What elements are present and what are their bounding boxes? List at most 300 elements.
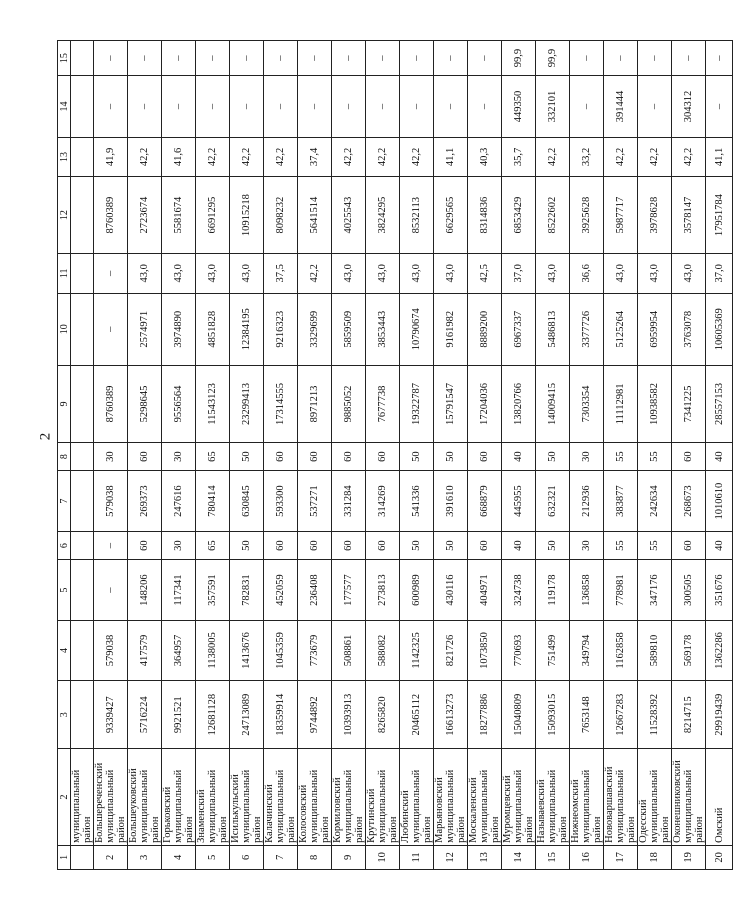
table-cell: 42,2 xyxy=(366,137,400,177)
table-cell: 60 xyxy=(366,531,400,560)
table-cell: 1138005 xyxy=(196,620,230,680)
table-cell: – xyxy=(298,76,332,137)
table-cell: – xyxy=(162,76,196,137)
table-cell: 60 xyxy=(468,531,502,560)
table-cell: 6967337 xyxy=(502,293,536,365)
table-cell: 770693 xyxy=(502,620,536,680)
table-row xyxy=(366,41,400,870)
table-cell: 3377726 xyxy=(570,293,604,365)
table-cell: – xyxy=(94,560,128,620)
table-cell: 349794 xyxy=(570,620,604,680)
table-cell: 30 xyxy=(570,442,604,471)
table-cell: 9556564 xyxy=(162,366,196,443)
table-row xyxy=(502,41,536,870)
column-number-header xyxy=(58,41,71,870)
column-header: 2 xyxy=(58,749,71,846)
table-cell: 3329699 xyxy=(298,293,332,365)
table-cell: 7303354 xyxy=(570,366,604,443)
row-name: Колосовский муниципальный район xyxy=(298,749,332,846)
table-cell: 452059 xyxy=(264,560,298,620)
table-cell: 15093015 xyxy=(536,681,570,749)
table-cell: 782831 xyxy=(230,560,264,620)
table-cell: 391610 xyxy=(434,471,468,531)
table-cell: 43,0 xyxy=(434,254,468,294)
table-cell: 821726 xyxy=(434,620,468,680)
table-cell: 30 xyxy=(162,442,196,471)
table-cell: 30 xyxy=(570,531,604,560)
table-cell: – xyxy=(332,76,366,137)
table-cell: 4851828 xyxy=(196,293,230,365)
table-cell: 42,2 xyxy=(672,137,706,177)
table-cell: 364957 xyxy=(162,620,196,680)
table-cell: 751499 xyxy=(536,620,570,680)
table-cell: 50 xyxy=(400,442,434,471)
table-row xyxy=(162,41,196,870)
table-cell: 10605369 xyxy=(706,293,733,365)
row-name: Называевский муниципальный район xyxy=(536,749,570,846)
table-cell: – xyxy=(638,76,672,137)
table-cell: 43,0 xyxy=(128,254,162,294)
table-cell: – xyxy=(230,41,264,76)
table-cell: – xyxy=(366,41,400,76)
table-cell: – xyxy=(162,41,196,76)
table-cell: 43,0 xyxy=(230,254,264,294)
table-cell: 60 xyxy=(264,531,298,560)
column-header: 6 xyxy=(58,531,71,560)
table-cell: – xyxy=(468,76,502,137)
table-cell: 5859509 xyxy=(332,293,366,365)
column-header: 11 xyxy=(58,254,71,294)
table-cell: 5641514 xyxy=(298,177,332,254)
table-cell: 14009415 xyxy=(536,366,570,443)
table-cell: 331284 xyxy=(332,471,366,531)
table-cell: 1362286 xyxy=(706,620,733,680)
table-cell: 10393913 xyxy=(332,681,366,749)
table-cell: – xyxy=(604,41,638,76)
table-cell: 1010610 xyxy=(706,471,733,531)
table-cell: 60 xyxy=(468,442,502,471)
table-cell: 41,1 xyxy=(434,137,468,177)
table-cell: – xyxy=(128,41,162,76)
table-cell: 60 xyxy=(128,442,162,471)
table-cell: 332101 xyxy=(536,76,570,137)
table-cell: 40 xyxy=(502,442,536,471)
table-cell: 50 xyxy=(400,531,434,560)
table-row xyxy=(434,41,468,870)
table-cell: 43,0 xyxy=(332,254,366,294)
table-row xyxy=(706,41,733,870)
table-cell: 593300 xyxy=(264,471,298,531)
table-cell: – xyxy=(230,76,264,137)
table-cell: 60 xyxy=(332,531,366,560)
table-cell: 43,0 xyxy=(196,254,230,294)
table-cell: 11112981 xyxy=(604,366,638,443)
table-cell: 42,2 xyxy=(332,137,366,177)
table-cell: 9744892 xyxy=(298,681,332,749)
table-cell: 391444 xyxy=(604,76,638,137)
column-header: 12 xyxy=(58,177,71,254)
table-cell: 60 xyxy=(264,442,298,471)
table-cell: 42,2 xyxy=(298,254,332,294)
table-cell: 449350 xyxy=(502,76,536,137)
table-cell: 4025543 xyxy=(332,177,366,254)
table-row xyxy=(400,41,434,870)
table-cell: 541336 xyxy=(400,471,434,531)
table-cell: 43,0 xyxy=(366,254,400,294)
row-name: Крутинский муниципальный район xyxy=(366,749,400,846)
table-cell: 55 xyxy=(638,531,672,560)
table-cell: – xyxy=(94,76,128,137)
table-cell: 3824295 xyxy=(366,177,400,254)
table-row xyxy=(196,41,230,870)
table-row xyxy=(536,41,570,870)
table-row xyxy=(298,41,332,870)
table-cell: 13820766 xyxy=(502,366,536,443)
table-cell: 6629565 xyxy=(434,177,468,254)
table-cell: 668879 xyxy=(468,471,502,531)
table-cell: 33,2 xyxy=(570,137,604,177)
column-header: 9 xyxy=(58,366,71,443)
table-cell: 778981 xyxy=(604,560,638,620)
table-row xyxy=(604,41,638,870)
table-cell: 19322787 xyxy=(400,366,434,443)
table-cell: 3578147 xyxy=(672,177,706,254)
table-cell: 37,4 xyxy=(298,137,332,177)
table-cell: – xyxy=(434,76,468,137)
table-cell: – xyxy=(400,41,434,76)
table-cell: 2723674 xyxy=(128,177,162,254)
table-cell: – xyxy=(468,41,502,76)
table-cell: – xyxy=(638,41,672,76)
table-cell: 7653148 xyxy=(570,681,604,749)
table-cell: 8098232 xyxy=(264,177,298,254)
table-cell: – xyxy=(400,76,434,137)
row-number: 9 xyxy=(332,845,366,869)
table-cell: 37,0 xyxy=(502,254,536,294)
table-cell: 42,2 xyxy=(196,137,230,177)
row-name: Москаленский муниципальный район xyxy=(468,749,502,846)
row-number: 10 xyxy=(366,845,400,869)
table-cell: 17314555 xyxy=(264,366,298,443)
table-cell: – xyxy=(94,293,128,365)
table-cell: 269373 xyxy=(128,471,162,531)
table-cell: 119178 xyxy=(536,560,570,620)
table-cell: 60 xyxy=(672,531,706,560)
table-cell: 445955 xyxy=(502,471,536,531)
table-cell: 43,0 xyxy=(672,254,706,294)
table-row xyxy=(570,41,604,870)
table-cell: – xyxy=(672,41,706,76)
table-cell: 8971213 xyxy=(298,366,332,443)
table-cell: 11543123 xyxy=(196,366,230,443)
table-cell: 6959954 xyxy=(638,293,672,365)
table-cell: – xyxy=(264,76,298,137)
column-header: 14 xyxy=(58,76,71,137)
table-cell: 273813 xyxy=(366,560,400,620)
table-cell: 65 xyxy=(196,531,230,560)
table-cell: 42,2 xyxy=(604,137,638,177)
table-cell: 5716224 xyxy=(128,681,162,749)
table-cell: 30 xyxy=(94,442,128,471)
row-name: Одесский муниципальный район xyxy=(638,749,672,846)
table-cell: 41,9 xyxy=(94,137,128,177)
table-cell: 99,9 xyxy=(502,41,536,76)
table-cell: 136858 xyxy=(570,560,604,620)
table-cell: – xyxy=(94,41,128,76)
table-cell: 40 xyxy=(502,531,536,560)
table-cell: 9921521 xyxy=(162,681,196,749)
table-cell: 6691295 xyxy=(196,177,230,254)
table-cell: 16613273 xyxy=(434,681,468,749)
table-row xyxy=(672,41,706,870)
table-cell: 24713089 xyxy=(230,681,264,749)
row-name: Любинский муниципальный район xyxy=(400,749,434,846)
table-cell: 268673 xyxy=(672,471,706,531)
table-row xyxy=(264,41,298,870)
table-cell: 50 xyxy=(230,531,264,560)
table-cell: 314269 xyxy=(366,471,400,531)
table-cell: 177577 xyxy=(332,560,366,620)
table-cell: 537271 xyxy=(298,471,332,531)
table-cell: 383877 xyxy=(604,471,638,531)
table-cell: 9161982 xyxy=(434,293,468,365)
table-cell: 8532113 xyxy=(400,177,434,254)
table-cell: – xyxy=(264,41,298,76)
table-cell: 42,2 xyxy=(264,137,298,177)
table-cell: 50 xyxy=(536,442,570,471)
table-cell: – xyxy=(570,76,604,137)
row-number: 20 xyxy=(706,845,733,869)
table-cell: – xyxy=(332,41,366,76)
table-cell: 7677738 xyxy=(366,366,400,443)
table-cell: 8760389 xyxy=(94,177,128,254)
table-cell: 60 xyxy=(672,442,706,471)
table-cell: 42,2 xyxy=(128,137,162,177)
row-number: 3 xyxy=(128,845,162,869)
table-cell: 50 xyxy=(434,442,468,471)
table-cell: 630845 xyxy=(230,471,264,531)
row-name: муниципальный район xyxy=(71,749,94,846)
row-number: 12 xyxy=(434,845,468,869)
column-header: 1 xyxy=(58,845,71,869)
table-cell: 60 xyxy=(298,442,332,471)
table-cell: 43,0 xyxy=(638,254,672,294)
row-number: 4 xyxy=(162,845,196,869)
table-cell: 18359914 xyxy=(264,681,298,749)
table-cell: 42,2 xyxy=(400,137,434,177)
table-row xyxy=(230,41,264,870)
table-cell: 35,7 xyxy=(502,137,536,177)
table-cell: 1162858 xyxy=(604,620,638,680)
table-cell: – xyxy=(434,41,468,76)
table-cell: 9216323 xyxy=(264,293,298,365)
table-cell: 42,2 xyxy=(536,137,570,177)
table-cell: 3853443 xyxy=(366,293,400,365)
table-row xyxy=(638,41,672,870)
table-cell: 60 xyxy=(298,531,332,560)
column-header: 3 xyxy=(58,681,71,749)
table-cell: 351676 xyxy=(706,560,733,620)
table-cell: 236408 xyxy=(298,560,332,620)
table-cell: 37,0 xyxy=(706,254,733,294)
table-cell: 37,5 xyxy=(264,254,298,294)
table-cell: 430116 xyxy=(434,560,468,620)
row-name: Нижнеомский муниципальный район xyxy=(570,749,604,846)
table-cell: 404971 xyxy=(468,560,502,620)
table-cell: 148206 xyxy=(128,560,162,620)
table-cell: 300505 xyxy=(672,560,706,620)
table-cell: 8760389 xyxy=(94,366,128,443)
table-cell: – xyxy=(94,254,128,294)
table-cell: 42,2 xyxy=(638,137,672,177)
table-cell: 65 xyxy=(196,442,230,471)
table-cell: 324738 xyxy=(502,560,536,620)
table-cell: 6853429 xyxy=(502,177,536,254)
table-cell: 569178 xyxy=(672,620,706,680)
table-cell: 10938582 xyxy=(638,366,672,443)
row-name: Кормиловский муниципальный район xyxy=(332,749,366,846)
table-row xyxy=(332,41,366,870)
table-cell: 40 xyxy=(706,531,733,560)
table-cell: 23299413 xyxy=(230,366,264,443)
row-name: Марьяновский муниципальный район xyxy=(434,749,468,846)
table-cell: 43,0 xyxy=(400,254,434,294)
table-row xyxy=(94,41,128,870)
column-header: 10 xyxy=(58,293,71,365)
row-name: Большереченский муниципальный район xyxy=(94,749,128,846)
table-cell: 42,5 xyxy=(468,254,502,294)
table-cell: 242634 xyxy=(638,471,672,531)
row-name: Калачинский муниципальный район xyxy=(264,749,298,846)
table-cell: – xyxy=(706,76,733,137)
table-cell: 18277886 xyxy=(468,681,502,749)
row-number: 17 xyxy=(604,845,638,869)
table-cell: 40,3 xyxy=(468,137,502,177)
table-row xyxy=(71,41,94,870)
table-cell: 5581674 xyxy=(162,177,196,254)
budget-table xyxy=(57,40,733,870)
table-cell: – xyxy=(94,531,128,560)
row-number: 18 xyxy=(638,845,672,869)
table-cell: 43,0 xyxy=(162,254,196,294)
row-name: Омский xyxy=(706,749,733,846)
table-cell: 304312 xyxy=(672,76,706,137)
row-number: 6 xyxy=(230,845,264,869)
table-cell: 3974890 xyxy=(162,293,196,365)
column-header: 15 xyxy=(58,41,71,76)
table-cell: 579038 xyxy=(94,471,128,531)
column-header: 7 xyxy=(58,471,71,531)
table-cell: 11528392 xyxy=(638,681,672,749)
column-header: 8 xyxy=(58,442,71,471)
table-cell: 212936 xyxy=(570,471,604,531)
table-cell: 60 xyxy=(332,442,366,471)
table-cell: 8314836 xyxy=(468,177,502,254)
row-number: 2 xyxy=(94,845,128,869)
table-cell: 41,1 xyxy=(706,137,733,177)
table-cell: 40 xyxy=(706,442,733,471)
table-cell: 50 xyxy=(230,442,264,471)
table-cell: 55 xyxy=(604,442,638,471)
table-cell: 12384195 xyxy=(230,293,264,365)
table-cell: 3978628 xyxy=(638,177,672,254)
table-cell: 55 xyxy=(638,442,672,471)
table-cell: 579038 xyxy=(94,620,128,680)
row-number: 16 xyxy=(570,845,604,869)
table-cell: 5987717 xyxy=(604,177,638,254)
table-cell: 347176 xyxy=(638,560,672,620)
row-number: 11 xyxy=(400,845,434,869)
row-number: 19 xyxy=(672,845,706,869)
table-cell: 60 xyxy=(128,531,162,560)
row-name: Муромцевский муниципальный район xyxy=(502,749,536,846)
row-number: 15 xyxy=(536,845,570,869)
table-cell: 20465112 xyxy=(400,681,434,749)
table-cell: 30 xyxy=(162,531,196,560)
column-header: 5 xyxy=(58,560,71,620)
column-header: 13 xyxy=(58,137,71,177)
table-cell: 600989 xyxy=(400,560,434,620)
table-cell: 8265820 xyxy=(366,681,400,749)
row-number: 13 xyxy=(468,845,502,869)
table-cell: 15040809 xyxy=(502,681,536,749)
table-cell: 247616 xyxy=(162,471,196,531)
table-cell: 5298645 xyxy=(128,366,162,443)
table-cell: 42,2 xyxy=(230,137,264,177)
table-cell: 1142325 xyxy=(400,620,434,680)
table-cell: 60 xyxy=(366,442,400,471)
table-cell: 36,6 xyxy=(570,254,604,294)
table-cell: – xyxy=(196,41,230,76)
table-cell: 43,0 xyxy=(536,254,570,294)
table-cell: 9339427 xyxy=(94,681,128,749)
table-cell: 508861 xyxy=(332,620,366,680)
row-name: Знаменский муниципальный район xyxy=(196,749,230,846)
table-cell: 632321 xyxy=(536,471,570,531)
table-cell: – xyxy=(196,76,230,137)
row-name: Горьковский муниципальный район xyxy=(162,749,196,846)
table-cell: 5125264 xyxy=(604,293,638,365)
page-number: 2 xyxy=(37,432,54,441)
row-name: Большеуковский муниципальный район xyxy=(128,749,162,846)
table-cell: – xyxy=(366,76,400,137)
table-cell: 28557153 xyxy=(706,366,733,443)
table-cell: 1073850 xyxy=(468,620,502,680)
row-number: 8 xyxy=(298,845,332,869)
table-cell: 12667283 xyxy=(604,681,638,749)
row-name: Нововаршавский муниципальный район xyxy=(604,749,638,846)
table-cell: 780414 xyxy=(196,471,230,531)
table-cell: 2574971 xyxy=(128,293,162,365)
table-cell: 1045359 xyxy=(264,620,298,680)
table-cell: – xyxy=(128,76,162,137)
row-name: Оконешниковский муниципальный район xyxy=(672,749,706,846)
row-name: Исилькульский муниципальный район xyxy=(230,749,264,846)
table-cell: 17951784 xyxy=(706,177,733,254)
table-cell: 17204036 xyxy=(468,366,502,443)
table-cell: – xyxy=(706,41,733,76)
table-cell: – xyxy=(298,41,332,76)
table-cell: 99,9 xyxy=(536,41,570,76)
table-cell: 1413676 xyxy=(230,620,264,680)
table-row xyxy=(128,41,162,870)
table-cell: 8889200 xyxy=(468,293,502,365)
table-cell: 773679 xyxy=(298,620,332,680)
table-cell: 7341225 xyxy=(672,366,706,443)
row-number: 7 xyxy=(264,845,298,869)
table-cell: 12681128 xyxy=(196,681,230,749)
table-cell: 417579 xyxy=(128,620,162,680)
